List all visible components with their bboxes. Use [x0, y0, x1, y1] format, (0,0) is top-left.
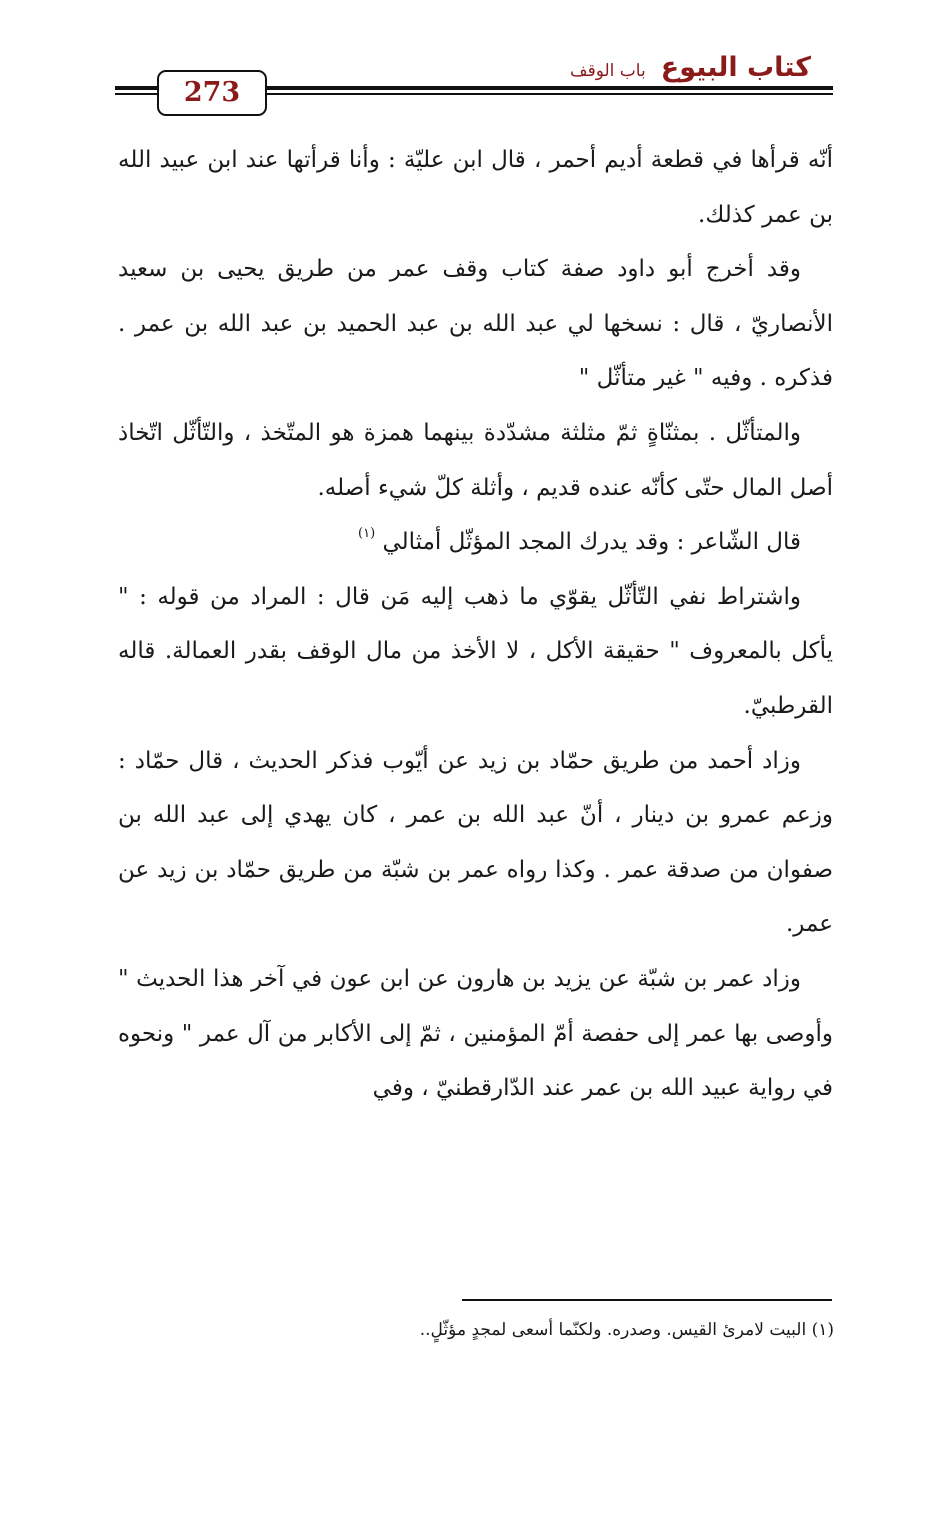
- running-title: [570, 52, 811, 83]
- paragraph: أنّه قرأها في قطعة أديم أحمر ، قال ابن عليّة : وأنا قرأتها عند ابن عبيد الله بن عمر كذلك.: [118, 147, 833, 228]
- main-text: [118, 133, 833, 1116]
- paragraph: وقد أخرج أبو داود صفة كتاب وقف عمر من طريق يحيى بن سعيد الأنصاريّ ، قال : نسخها لي عبد الله بن عبد الحميد بن عبد الله بن عمر . فذكره . وفيه " غير متأثّل ": [118, 256, 833, 392]
- footnote-reference[interactable]: (١): [358, 526, 376, 542]
- book-title: كتاب البيوع: [660, 52, 811, 83]
- paragraph: وزاد عمر بن شبّة عن يزيد بن هارون عن ابن عون في آخر هذا الحديث " وأوصى بها عمر إلى حفصة أمّ المؤمنين ، ثمّ إلى الأكابر من آل عمر " ونحوه في رواية عبيد الله بن عمر عند الدّارقطنيّ ، وفي: [118, 965, 833, 1102]
- paragraph: وزاد أحمد من طريق حمّاد بن زيد عن أيّوب فذكر الحديث ، قال حمّاد : وزعم عمرو بن دينار ، أنّ عبد الله بن عمر ، كان يهدي إلى عبد الله بن صفوان من صدقة عمر . وكذا رواه عمر بن شبّة من طريق حمّاد بن زيد عن عمر.: [118, 747, 833, 938]
- footnote: (١) البيت لامرئ القيس. وصدره. ولكنّما أسعى لمجدٍ مؤثّلٍ..: [419, 1320, 834, 1340]
- footnote-separator: [462, 1299, 832, 1301]
- verse-text: قال الشّاعر : وقد يدرك المجد المؤثّل أمثالي: [382, 529, 801, 556]
- chapter-title: باب الوقف: [569, 61, 646, 81]
- page-header: [115, 52, 833, 122]
- page-number: 273: [157, 70, 267, 116]
- paragraph: واشتراط نفي التّأثّل يقوّي ما ذهب إليه مَن قال : المراد من قوله : " يأكل بالمعروف " حقيقة الأكل ، لا الأخذ من مال الوقف بقدر العمالة. قاله القرطبيّ.: [118, 583, 833, 719]
- paragraph: والمتأثّل . بمثنّاةٍ ثمّ مثلثة مشدّدة بينهما همزة هو المتّخذ ، والتّأثّل اتّخاذ أصل المال حتّى كأنّه عنده قديم ، وأثلة كلّ شيء أصله.: [118, 419, 833, 501]
- verse-quote: [118, 515, 833, 570]
